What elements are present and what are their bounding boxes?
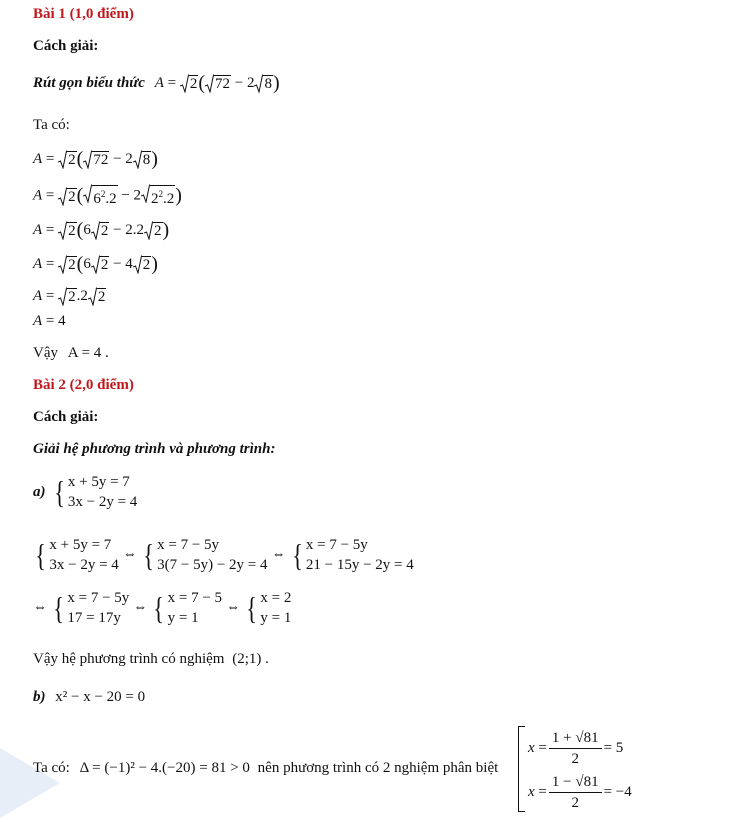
bai1-step-4: A = 2 (6 2 − 4 2 ) xyxy=(33,252,158,275)
system-original-repeat: { x + 5y = 7 3x − 2y = 4 xyxy=(35,537,119,573)
bai2-title: Bài 2 (2,0 điểm) xyxy=(33,377,134,393)
system-step-3: { x = 7 − 5y 17 = 17y xyxy=(53,590,130,626)
root-1-value: = 5 xyxy=(603,740,624,756)
system-row: x = 7 − 5 xyxy=(167,590,223,606)
nghiem-text: nên phương trình có 2 nghiệm phân biệt xyxy=(257,760,499,776)
bai1-step-5: A = 2 .2 2 xyxy=(33,287,106,305)
equivalence-icon: ⇔ xyxy=(133,600,148,615)
bai1-conclusion xyxy=(33,345,109,362)
system-row: y = 1 xyxy=(167,610,199,626)
bai1-conclusion-text: Vậy xyxy=(33,345,58,361)
bai2-task: Giải hệ phương trình và phương trình: xyxy=(33,441,276,457)
system-step-2: { x = 7 − 5y 21 − 15y − 2y = 4 xyxy=(291,537,414,573)
bai1-conclusion-math: A = 4 . xyxy=(67,345,109,361)
root-1-fraction xyxy=(549,728,602,769)
part-a-label: a) xyxy=(33,483,46,500)
bai2-cach-giai: Cách giải: xyxy=(33,409,99,425)
bai1-task-text: Rút gọn biểu thức xyxy=(33,74,145,91)
root-2-denominator: 2 xyxy=(571,795,579,811)
system-original: { x + 5y = 7 3x − 2y = 4 xyxy=(53,474,138,510)
bai2-part-b xyxy=(33,689,145,706)
bai1-task xyxy=(33,71,280,94)
conclusion-a-solution: (2;1) . xyxy=(232,651,269,667)
system-step-5: { x = 2 y = 1 xyxy=(246,590,292,626)
bai1-step-3: A = 2 (6 2 − 2.2 2 ) xyxy=(33,218,170,241)
bai2-part-a xyxy=(33,472,137,512)
equivalence-icon: ⇔ xyxy=(122,547,137,562)
system-row: 17 = 17y xyxy=(67,610,121,626)
system-row: 3x − 2y = 4 xyxy=(67,494,138,510)
system-row: x = 2 xyxy=(260,590,292,606)
system-row: 3x − 2y = 4 xyxy=(49,557,119,573)
bai1-ta-co: Ta có: xyxy=(33,117,70,133)
bai1-step-6: A = 4 xyxy=(33,313,66,329)
system-row: x = 7 − 5y xyxy=(157,537,220,553)
bai2-discriminant-line xyxy=(33,760,498,777)
root-2-numerator: 1 − √81 xyxy=(549,772,602,793)
discriminant: Δ = (−1)² − 4.(−20) = 81 > 0 xyxy=(79,760,250,776)
conclusion-a-text: Vậy hệ phương trình có nghiệm xyxy=(33,651,225,667)
watermark-corner xyxy=(0,748,60,818)
root-1: x = $\frac{1 + √81}{2}$ = 5 xyxy=(528,730,624,767)
equivalence-icon: ⇔ xyxy=(33,600,47,615)
system-row: y = 1 xyxy=(260,610,292,626)
root-1-denominator: 2 xyxy=(571,751,579,767)
system-step-1: { x = 7 − 5y 3(7 − 5y) − 2y = 4 xyxy=(143,537,268,573)
system-row: x + 5y = 7 xyxy=(67,474,130,490)
root-2-fraction xyxy=(549,772,602,813)
bai2-steps-line-2 xyxy=(33,588,291,628)
solution-bracket xyxy=(518,726,525,812)
equivalence-icon: ⇔ xyxy=(226,600,241,615)
bai2-steps-line-1 xyxy=(33,535,414,575)
bai2-conclusion-a xyxy=(33,651,269,668)
system-row: x + 5y = 7 xyxy=(49,537,112,553)
bai1-step-1: A = 2 ( 72 − 2 8 ) xyxy=(33,147,158,170)
ta-co-label: Ta có: xyxy=(33,760,70,776)
system-row: 21 − 15y − 2y = 4 xyxy=(305,557,414,573)
bai1-title: Bài 1 (1,0 điểm) xyxy=(33,6,134,22)
root-2-value: = −4 xyxy=(603,784,632,800)
system-row: x = 7 − 5y xyxy=(67,590,130,606)
bai1-cach-giai: Cách giải: xyxy=(33,38,99,54)
equivalence-icon: ⇔ xyxy=(271,547,286,562)
root-2: x = $\frac{1 - √81}{2}$ = −4 xyxy=(528,774,632,811)
system-row: 3(7 − 5y) − 2y = 4 xyxy=(157,557,268,573)
equation-b: x² − x − 20 = 0 xyxy=(55,689,146,705)
part-b-label: b) xyxy=(33,689,46,705)
bai1-step-2: A = 2 ( $6^2.2$ − 2 $2^2.2$ ) xyxy=(33,184,182,207)
system-step-4: { x = 7 − 5 y = 1 xyxy=(153,590,223,626)
root-1-numerator: 1 + √81 xyxy=(549,728,602,749)
system-row: x = 7 − 5y xyxy=(305,537,368,553)
bai1-task-expression: A = 2 ( 72 − 2 8 ) xyxy=(154,71,280,94)
